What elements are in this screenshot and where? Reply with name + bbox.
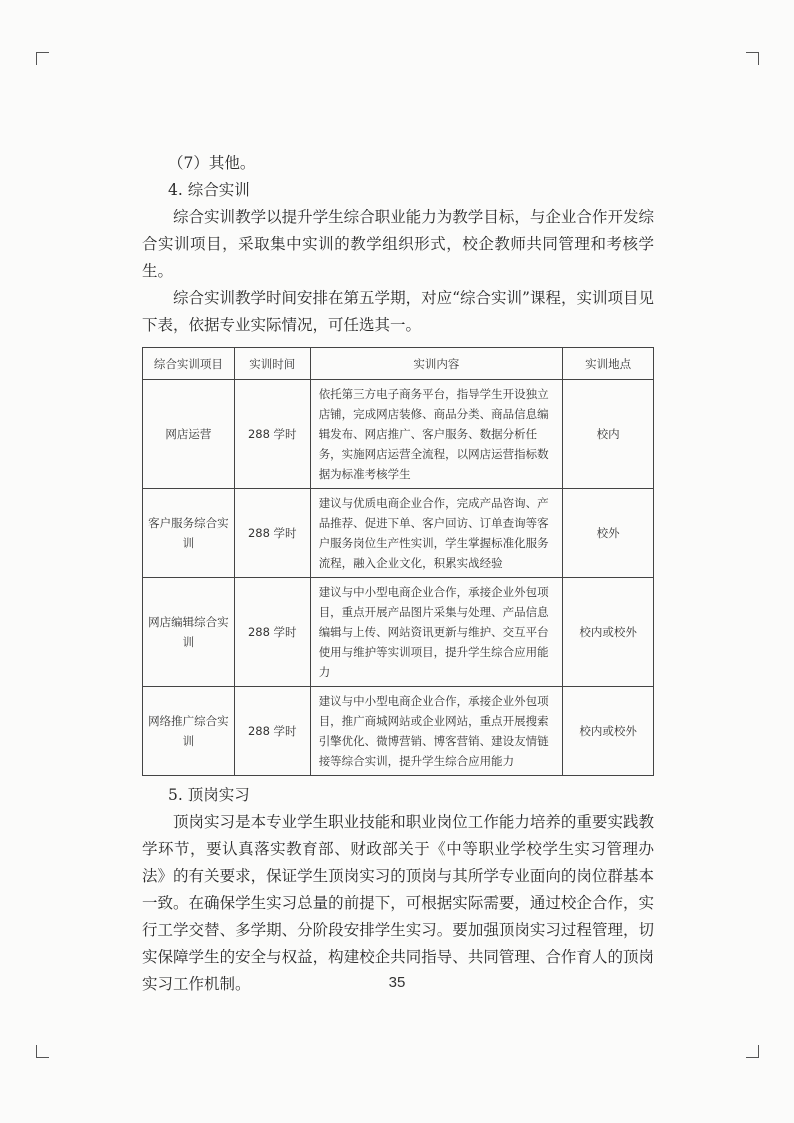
- header-time: 实训时间: [234, 348, 310, 380]
- cell-content: 建议与优质电商企业合作，完成产品咨询、产品推荐、促进下单、客户回访、订单查询等客户服务岗位生产性实训，学生掌握标准化服务流程，融入企业文化，积累实战经验: [310, 489, 562, 578]
- table-header-row: [143, 348, 654, 380]
- cell-hours: 288 学时: [234, 489, 310, 578]
- header-project: 综合实训项目: [143, 348, 235, 380]
- table-row: [143, 687, 654, 776]
- page-content: [142, 150, 654, 998]
- cell-project: 网店运营: [143, 380, 235, 489]
- section-5-paragraph-1: 顶岗实习是本专业学生职业技能和职业岗位工作能力培养的重要实践教学环节，要认真落实教育部、财政部关于《中等职业学校学生实习管理办法》的有关要求，保证学生顶岗实习的顶岗与其所学专业面向的岗位群基本一致。在确保学生实习总量的前提下，可根据实际需要，通过校企合作，实行工学交替、多学期、分阶段安排学生实习。要加强顶岗实习过程管理，切实保障学生的安全与权益，构建校企共同指导、共同管理、合作育人的顶岗实习工作机制。: [142, 813, 654, 993]
- cell-hours: 288 学时: [234, 578, 310, 687]
- table-row: [143, 380, 654, 489]
- cell-project: 网络推广综合实训: [143, 687, 235, 776]
- table-row: [143, 578, 654, 687]
- section-4-paragraph-2: 综合实训教学时间安排在第五学期，对应“综合实训”课程，实训项目见下表，依据专业实际情况，可任选其一。: [142, 289, 654, 334]
- cell-content: 建议与中小型电商企业合作，承接企业外包项目，推广商城网站或企业网站，重点开展搜索引擎优化、微博营销、博客营销、建设友情链接等综合实训，提升学生综合应用能力: [310, 687, 562, 776]
- crop-mark-bottom-right: [746, 1045, 759, 1058]
- cell-location: 校外: [563, 489, 654, 578]
- cell-location: 校内或校外: [563, 578, 654, 687]
- training-table: [142, 347, 654, 776]
- cell-location: 校内: [563, 380, 654, 489]
- section-5-heading: 5. 顶岗实习: [168, 786, 250, 804]
- cell-content: 建议与中小型电商企业合作，承接企业外包项目，重点开展产品图片采集与处理、产品信息编辑与上传、网站资讯更新与维护、交互平台使用与维护等实训项目，提升学生综合应用能力: [310, 578, 562, 687]
- section-4-paragraph-1: 综合实训教学以提升学生综合职业能力为教学目标，与企业合作开发综合实训项目，采取集中实训的教学组织形式，校企教师共同管理和考核学生。: [142, 208, 654, 280]
- cell-content: 依托第三方电子商务平台，指导学生开设独立店铺，完成网店装修、商品分类、商品信息编辑发布、网店推广、客户服务、数据分析任务，实施网店运营全流程，以网店运营指标数据为标准考核学生: [310, 380, 562, 489]
- cell-location: 校内或校外: [563, 687, 654, 776]
- cell-project: 网店编辑综合实训: [143, 578, 235, 687]
- cell-project: 客户服务综合实训: [143, 489, 235, 578]
- crop-mark-bottom-left: [36, 1045, 49, 1058]
- table-row: [143, 489, 654, 578]
- page-number: 35: [388, 974, 406, 991]
- cell-hours: 288 学时: [234, 687, 310, 776]
- header-content: 实训内容: [310, 348, 562, 380]
- crop-mark-top-right: [746, 52, 759, 65]
- header-location: 实训地点: [563, 348, 654, 380]
- crop-mark-top-left: [36, 52, 49, 65]
- cell-hours: 288 学时: [234, 380, 310, 489]
- item-7-other: （7）其他。: [168, 154, 256, 172]
- section-4-heading: 4. 综合实训: [168, 181, 250, 199]
